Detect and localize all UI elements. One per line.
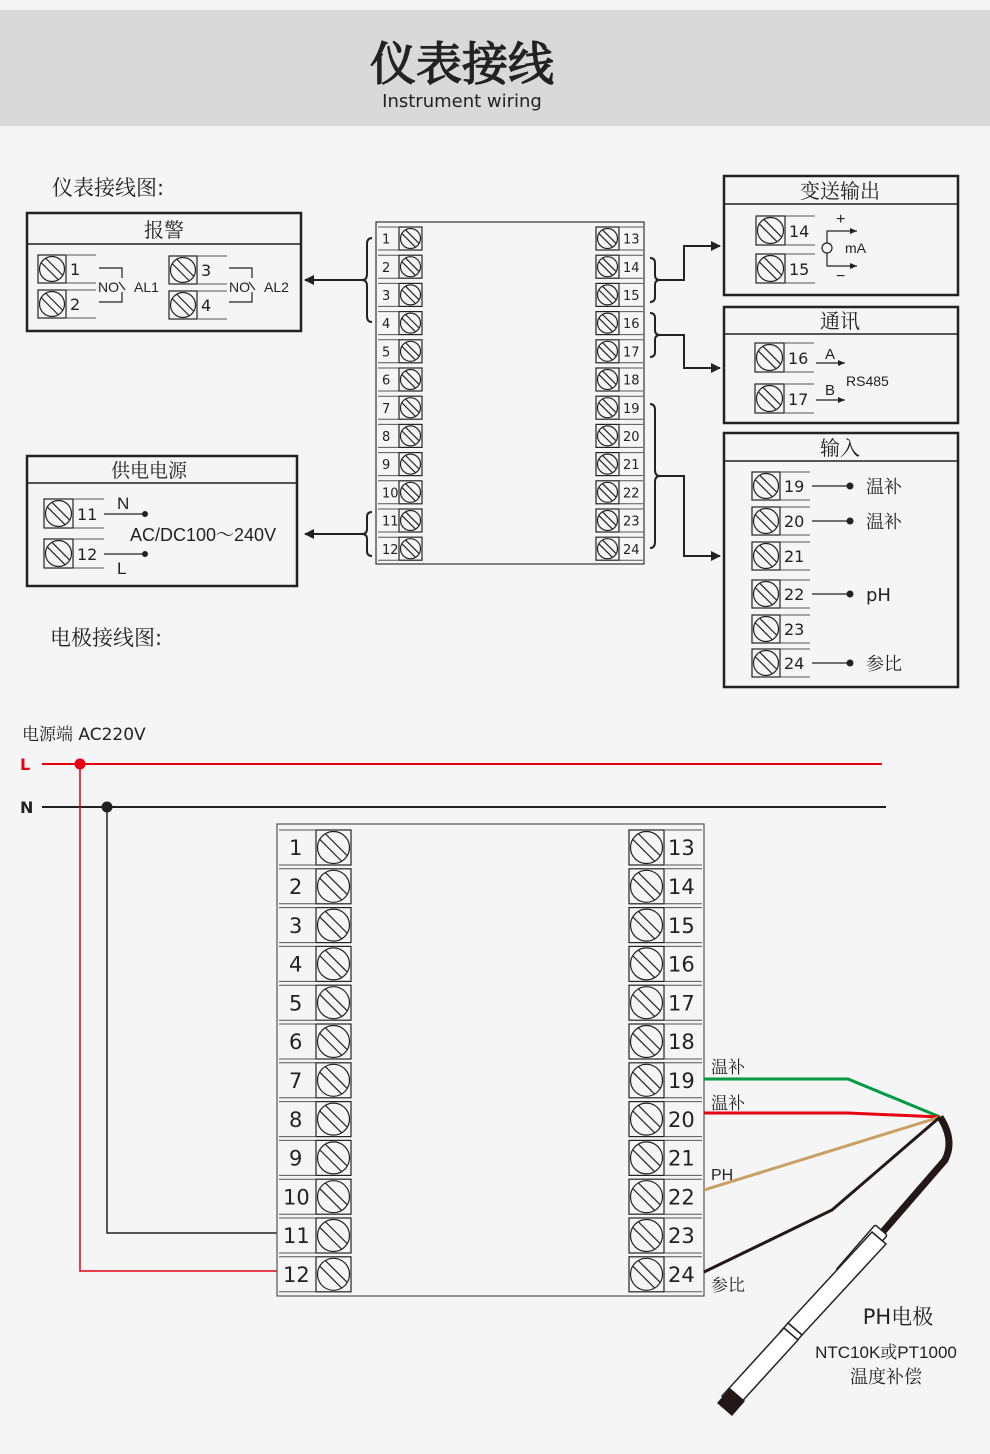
terminal-number: 22	[623, 486, 640, 502]
screw-icon	[169, 256, 197, 284]
communication-box	[724, 307, 958, 423]
wire-reference-24	[704, 1117, 940, 1272]
alarm-no2: NO	[229, 279, 250, 295]
terminal-number: 11	[382, 514, 399, 530]
screw-icon	[38, 290, 66, 318]
terminal-number: 16	[668, 952, 695, 977]
screw-icon	[752, 649, 780, 677]
output-unit: mA	[845, 240, 866, 256]
probe-title: PH电极	[862, 1305, 934, 1329]
terminal-number: 13	[668, 836, 695, 861]
power-l-label: L	[117, 559, 127, 578]
terminal-number: 8	[289, 1107, 303, 1132]
screw-icon	[44, 539, 73, 568]
terminal-number: 2	[289, 875, 303, 899]
terminal-number: 17	[788, 389, 809, 409]
terminal-number: 7	[289, 1069, 303, 1093]
terminal-number: 1	[289, 836, 303, 861]
power-title: 供电电源	[110, 460, 188, 482]
terminal-number: 10	[283, 1185, 310, 1210]
transmit-output-box	[724, 176, 958, 295]
output-minus: −	[836, 268, 846, 285]
screw-icon	[38, 255, 66, 283]
live-junction-dot	[75, 759, 86, 770]
terminal-number: 23	[668, 1224, 695, 1249]
comm-protocol: RS485	[846, 373, 889, 389]
terminal-number: 17	[623, 345, 640, 361]
terminal-number: 6	[382, 373, 391, 389]
terminal-number: 1	[382, 232, 391, 248]
input-terminal-21	[752, 542, 810, 570]
terminal-number: 5	[289, 991, 303, 1016]
input-terminal-20	[752, 507, 810, 535]
terminal-number: 15	[623, 288, 640, 304]
terminal-number: 24	[784, 654, 805, 674]
screw-icon	[752, 615, 780, 643]
terminal-number: 2	[70, 295, 81, 315]
alarm-terminal-4	[169, 291, 227, 319]
input-label: 温补	[866, 477, 902, 498]
input-label: pH	[866, 585, 891, 606]
terminal-number: 24	[668, 1263, 695, 1287]
terminal-number: 3	[382, 288, 391, 304]
page-title: 仪表接线	[370, 37, 554, 91]
comm-b: B	[825, 382, 836, 399]
terminal-number: 14	[623, 260, 640, 276]
line-l-label: L	[20, 755, 31, 774]
input-label: 温补	[866, 512, 902, 533]
power-spec: AC/DC100～240V	[130, 525, 277, 545]
input-terminal-22	[752, 580, 810, 608]
output-terminal-15	[756, 254, 815, 283]
comm-terminal-16	[755, 343, 814, 372]
screw-icon	[169, 291, 197, 319]
terminal-number: 12	[283, 1263, 310, 1287]
terminal-number: 19	[623, 401, 640, 417]
terminal-number: 23	[623, 514, 640, 530]
terminal-number: 21	[623, 458, 640, 474]
terminal-number: 1	[70, 260, 81, 280]
terminal-number: 4	[201, 296, 212, 316]
screw-icon	[752, 542, 780, 570]
probe-compensation: 温度补偿	[850, 1367, 922, 1388]
screw-icon	[752, 580, 780, 608]
input-lead-dot	[847, 660, 854, 667]
instrument-section-label: 仪表接线图:	[52, 176, 165, 200]
power-n-label: N	[117, 494, 130, 513]
neutral-junction-dot	[102, 802, 113, 813]
terminal-number: 22	[668, 1185, 695, 1210]
power-terminal-12	[44, 539, 104, 568]
line-n-label: N	[20, 798, 34, 817]
terminal-number: 8	[382, 429, 391, 445]
screw-icon	[752, 472, 780, 500]
output-plus: +	[836, 211, 846, 228]
terminal-number: 5	[382, 345, 391, 361]
electrode-section-label: 电极接线图:	[50, 626, 163, 650]
terminal-number: 16	[623, 317, 640, 333]
input-terminal-24	[752, 649, 810, 677]
terminal-number: 12	[382, 542, 399, 558]
output-title: 变送输出	[800, 179, 880, 203]
probe-sensor: NTC10K或PT1000	[815, 1343, 957, 1362]
terminal-number: 16	[788, 348, 809, 368]
input-lead-dot	[847, 518, 854, 525]
comm-terminal-17	[755, 384, 814, 413]
terminal-number: 18	[668, 1030, 695, 1055]
input-lead-dot	[847, 483, 854, 490]
live-wire-to-12	[80, 764, 278, 1271]
terminal-number: 14	[668, 875, 695, 899]
terminal-number: 20	[668, 1107, 695, 1132]
alarm-al1: AL1	[134, 279, 159, 295]
screw-icon	[755, 343, 784, 372]
comm-title: 通讯	[820, 309, 860, 333]
screw-icon	[44, 499, 73, 528]
terminal-number: 13	[623, 232, 640, 248]
terminal-number: 3	[201, 261, 212, 281]
terminal-number: 24	[623, 542, 640, 558]
terminal-number: 4	[382, 317, 391, 333]
terminal-number: 20	[623, 429, 640, 445]
terminal-number: 11	[283, 1224, 310, 1249]
power-supply-box	[27, 456, 297, 586]
terminal-number: 15	[789, 259, 810, 279]
alarm-title: 报警	[144, 218, 184, 242]
terminal-number: 7	[382, 401, 391, 417]
input-box	[724, 433, 958, 687]
terminal-number: 9	[289, 1146, 303, 1171]
terminal-number: 19	[668, 1069, 695, 1093]
terminal-number: 3	[289, 913, 303, 938]
page-subtitle: Instrument wiring	[382, 91, 542, 112]
terminal-number: 19	[784, 477, 805, 497]
input-terminal-23	[752, 615, 810, 643]
alarm-terminal-2	[38, 290, 96, 318]
terminal-number: 2	[382, 260, 391, 276]
power-source-label: 电源端 AC220V	[22, 725, 146, 745]
terminal-number: 15	[668, 913, 695, 938]
terminal-number: 20	[784, 512, 805, 532]
wire-label-22: PH	[711, 1167, 734, 1184]
terminal-number: 9	[382, 458, 391, 474]
input-title: 输入	[820, 436, 860, 460]
terminal-number: 4	[289, 952, 303, 977]
wire-label-24: 参比	[711, 1276, 745, 1296]
terminal-number: 17	[668, 991, 695, 1016]
terminal-number: 11	[77, 504, 98, 524]
terminal-number: 14	[789, 221, 810, 241]
terminal-number: 23	[784, 620, 805, 640]
comm-a: A	[825, 346, 836, 363]
power-terminal-11	[44, 499, 104, 528]
screw-icon	[752, 507, 780, 535]
wire-label-20: 温补	[711, 1094, 745, 1114]
terminal-number: 22	[784, 585, 805, 605]
input-lead-dot	[847, 591, 854, 598]
wire-label-19: 温补	[711, 1058, 745, 1078]
alarm-al2: AL2	[264, 279, 289, 295]
input-terminal-19	[752, 472, 810, 500]
output-terminal-14	[756, 216, 815, 245]
screw-icon	[756, 216, 785, 245]
terminal-number: 21	[784, 547, 805, 567]
instrument-block-large	[277, 824, 704, 1296]
neutral-wire-to-11	[107, 807, 278, 1233]
screw-icon	[756, 254, 785, 283]
alarm-no1: NO	[98, 279, 119, 295]
alarm-terminal-3	[169, 256, 227, 284]
terminal-number: 12	[77, 544, 98, 564]
terminal-number: 18	[623, 373, 640, 389]
input-label: 参比	[866, 654, 902, 675]
wire-ph-22	[704, 1117, 940, 1190]
terminal-number: 21	[668, 1146, 695, 1171]
screw-icon	[755, 384, 784, 413]
terminal-number: 6	[289, 1030, 303, 1055]
terminal-number: 10	[382, 486, 399, 502]
alarm-box	[27, 213, 301, 331]
alarm-terminal-1	[38, 255, 96, 283]
